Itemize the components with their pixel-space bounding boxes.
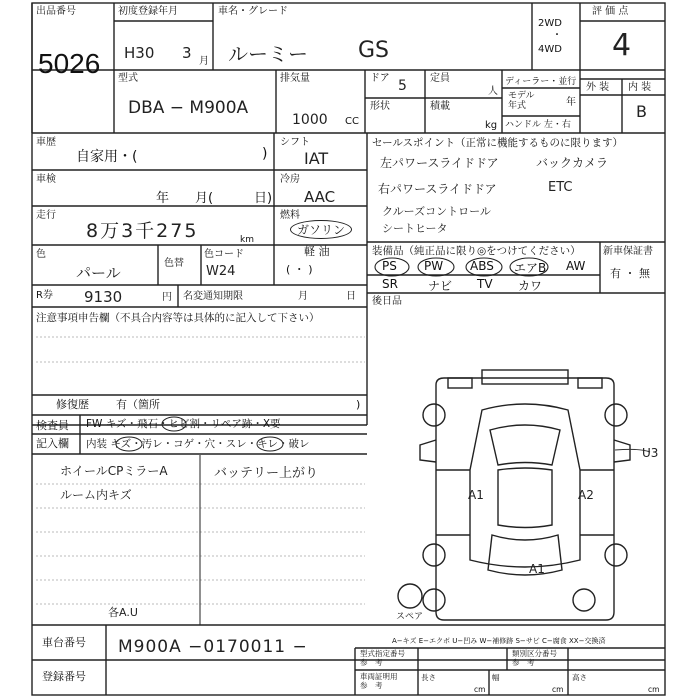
doors-value: 5 [398, 78, 407, 94]
lot-number: 5026 [38, 48, 101, 79]
equip-pw[interactable]: PW [424, 259, 444, 273]
type-num-label: 型式指定番号 参 考 [360, 649, 405, 667]
name-change-label: 名変通知期限 [183, 291, 243, 302]
repair-label: 修復歴 [56, 398, 89, 411]
lot-number-label: 出品番号 [36, 6, 76, 17]
displacement-label: 排気量 [280, 73, 310, 84]
equip-airbag[interactable]: エアB [514, 261, 547, 275]
chassis-label: 車台番号 [42, 636, 86, 649]
ticket-label: R券 [36, 290, 53, 301]
equip-aw[interactable]: AW [566, 259, 586, 273]
warranty-value: 有 ・ 無 [610, 267, 650, 280]
color-code-label: 色コード [204, 249, 244, 260]
shaken-year: 年 [156, 191, 170, 206]
remark: ルーム内キズ [60, 488, 132, 502]
dealer-label: ディーラー・並行 [505, 77, 577, 87]
model-label: 型式 [118, 73, 138, 84]
interior-label: 内 装 [628, 82, 652, 93]
first-reg-month: 3 [182, 44, 192, 62]
warranty-label: 新車保証書 [603, 246, 653, 257]
first-reg-month-unit: 月 [199, 56, 209, 67]
length-unit: cm [474, 685, 486, 694]
width-unit: cm [552, 685, 564, 694]
sales-point: クルーズコントロール [382, 205, 491, 218]
damage-mark-right: A2 [578, 488, 594, 502]
equip-navi[interactable]: ナビ [428, 279, 453, 293]
sales-point: ETC [548, 180, 573, 195]
person-unit: 人 [488, 86, 498, 97]
interior-line: 内装 キズ・汚レ・コゲ・穴・スレ・キレ・破レ [86, 438, 310, 450]
sales-point: シートヒータ [382, 222, 448, 235]
remark: バッテリー上がり [214, 466, 319, 481]
first-reg-year: H30 [124, 44, 155, 62]
history-value: 自家用・( [76, 149, 138, 165]
first-reg-label: 初度登録年月 [118, 6, 178, 17]
cc-unit: CC [345, 116, 359, 127]
drive-4wd: 4WD [538, 44, 562, 55]
displacement-value: 1000 [292, 112, 328, 128]
sales-points-label: セールスポイント（正常に機能するものに限ります） [372, 137, 624, 149]
mileage-value: 8万3千275 [86, 220, 199, 242]
color-value: パール [76, 264, 121, 282]
rear-label: 後日品 [372, 296, 402, 307]
damage-legend: A−キズ E−エクボ U−凹み W−補修跡 S−サビ C−腐食 XX−交換済 [392, 637, 606, 645]
score-label: 評 価 点 [592, 6, 629, 17]
reg-label: 登録番号 [42, 670, 86, 683]
height-unit: cm [648, 685, 660, 694]
entry-label: 記入欄 [36, 437, 69, 450]
name-change-day: 日 [346, 291, 356, 302]
color-code-value: W24 [206, 264, 236, 279]
color-label: 色 [36, 249, 46, 260]
color-change-label: 色替 [164, 258, 184, 269]
year-unit: 年 [566, 97, 576, 108]
repair-value: 有（箇所 [116, 398, 160, 411]
shaken-label: 車検 [36, 174, 56, 185]
damage-mark-rear: A1 [529, 562, 545, 576]
kg-unit: kg [485, 120, 498, 131]
model-value: DBA − M900A [128, 98, 249, 118]
name-change-month: 月 [298, 291, 308, 302]
class-num-label: 類別区分番号 参 考 [512, 649, 557, 667]
damage-mark-left: A1 [468, 488, 484, 502]
ac-value: AAC [304, 188, 336, 206]
equip-leather[interactable]: カワ [518, 279, 543, 293]
capacity-label: 定員 [430, 73, 450, 84]
fw-line: FW キズ・飛石・ヒビ割・リペア跡・X要 [86, 418, 281, 430]
history-label: 車歴 [36, 137, 56, 148]
cert-label: 車両証明用 参 考 [360, 672, 398, 690]
drive-2wd: 2WD [538, 18, 562, 29]
yen-unit: 円 [162, 292, 172, 303]
equip-abs[interactable]: ABS [470, 259, 494, 273]
width-label: 幅 [492, 673, 500, 682]
equip-sr[interactable]: SR [382, 277, 398, 291]
interior-score: B [636, 102, 647, 121]
ac-label: 冷房 [280, 174, 300, 185]
fuel-paren: ( ・ ) [286, 263, 313, 276]
shaken-month: 月( [195, 191, 214, 206]
drive-dot: ・ [552, 30, 562, 41]
sales-point: バックカメラ [536, 156, 609, 170]
ticket-value: 9130 [84, 288, 123, 306]
handle-label: ハンドル 左・右 [505, 120, 571, 130]
remark: ホイールCPミラーA [60, 464, 168, 478]
height-label: 高さ [572, 673, 587, 682]
fuel-alt: 軽 油 [304, 245, 330, 258]
length-label: 長さ [421, 673, 436, 682]
chassis-value: M900A −0170011 − [118, 637, 308, 657]
doors-label: ドア [370, 73, 390, 84]
sales-point: 右パワースライドドア [378, 182, 497, 196]
history-close: ) [262, 146, 268, 162]
equip-tv[interactable]: TV [477, 277, 493, 291]
remark: 各A.U [108, 606, 138, 619]
equip-ps[interactable]: PS [382, 259, 397, 273]
shape-label: 形状 [370, 101, 390, 112]
km-unit: km [240, 235, 254, 245]
score-value: 4 [612, 28, 632, 63]
declaration-label: 注意事項申告欄（不具合内容等は具体的に記入して下さい） [36, 312, 320, 324]
inspector-label: 検査員 [36, 419, 69, 432]
fuel-label: 燃料 [280, 210, 300, 221]
model-year-label: モデル 年式 [508, 91, 535, 111]
grade: GS [358, 38, 390, 63]
spare-label: スペア [396, 612, 424, 622]
mileage-label: 走行 [36, 210, 56, 221]
exterior-label: 外 装 [586, 82, 610, 93]
shift-value: IAT [304, 149, 329, 168]
equipment-label: 装備品（純正品に限り◎をつけてください） [372, 245, 581, 257]
repair-close: ) [356, 398, 361, 411]
shaken-day: 日) [254, 191, 273, 206]
car-name: ルーミー [228, 42, 308, 66]
sales-point: 左パワースライドドア [380, 156, 499, 170]
shift-label: シフト [280, 137, 310, 148]
load-label: 積載 [430, 101, 450, 112]
fuel-value: ガソリン [290, 220, 352, 239]
damage-mark-mirror: U3 [642, 446, 659, 460]
car-grade-label: 車名・グレード [218, 6, 288, 17]
